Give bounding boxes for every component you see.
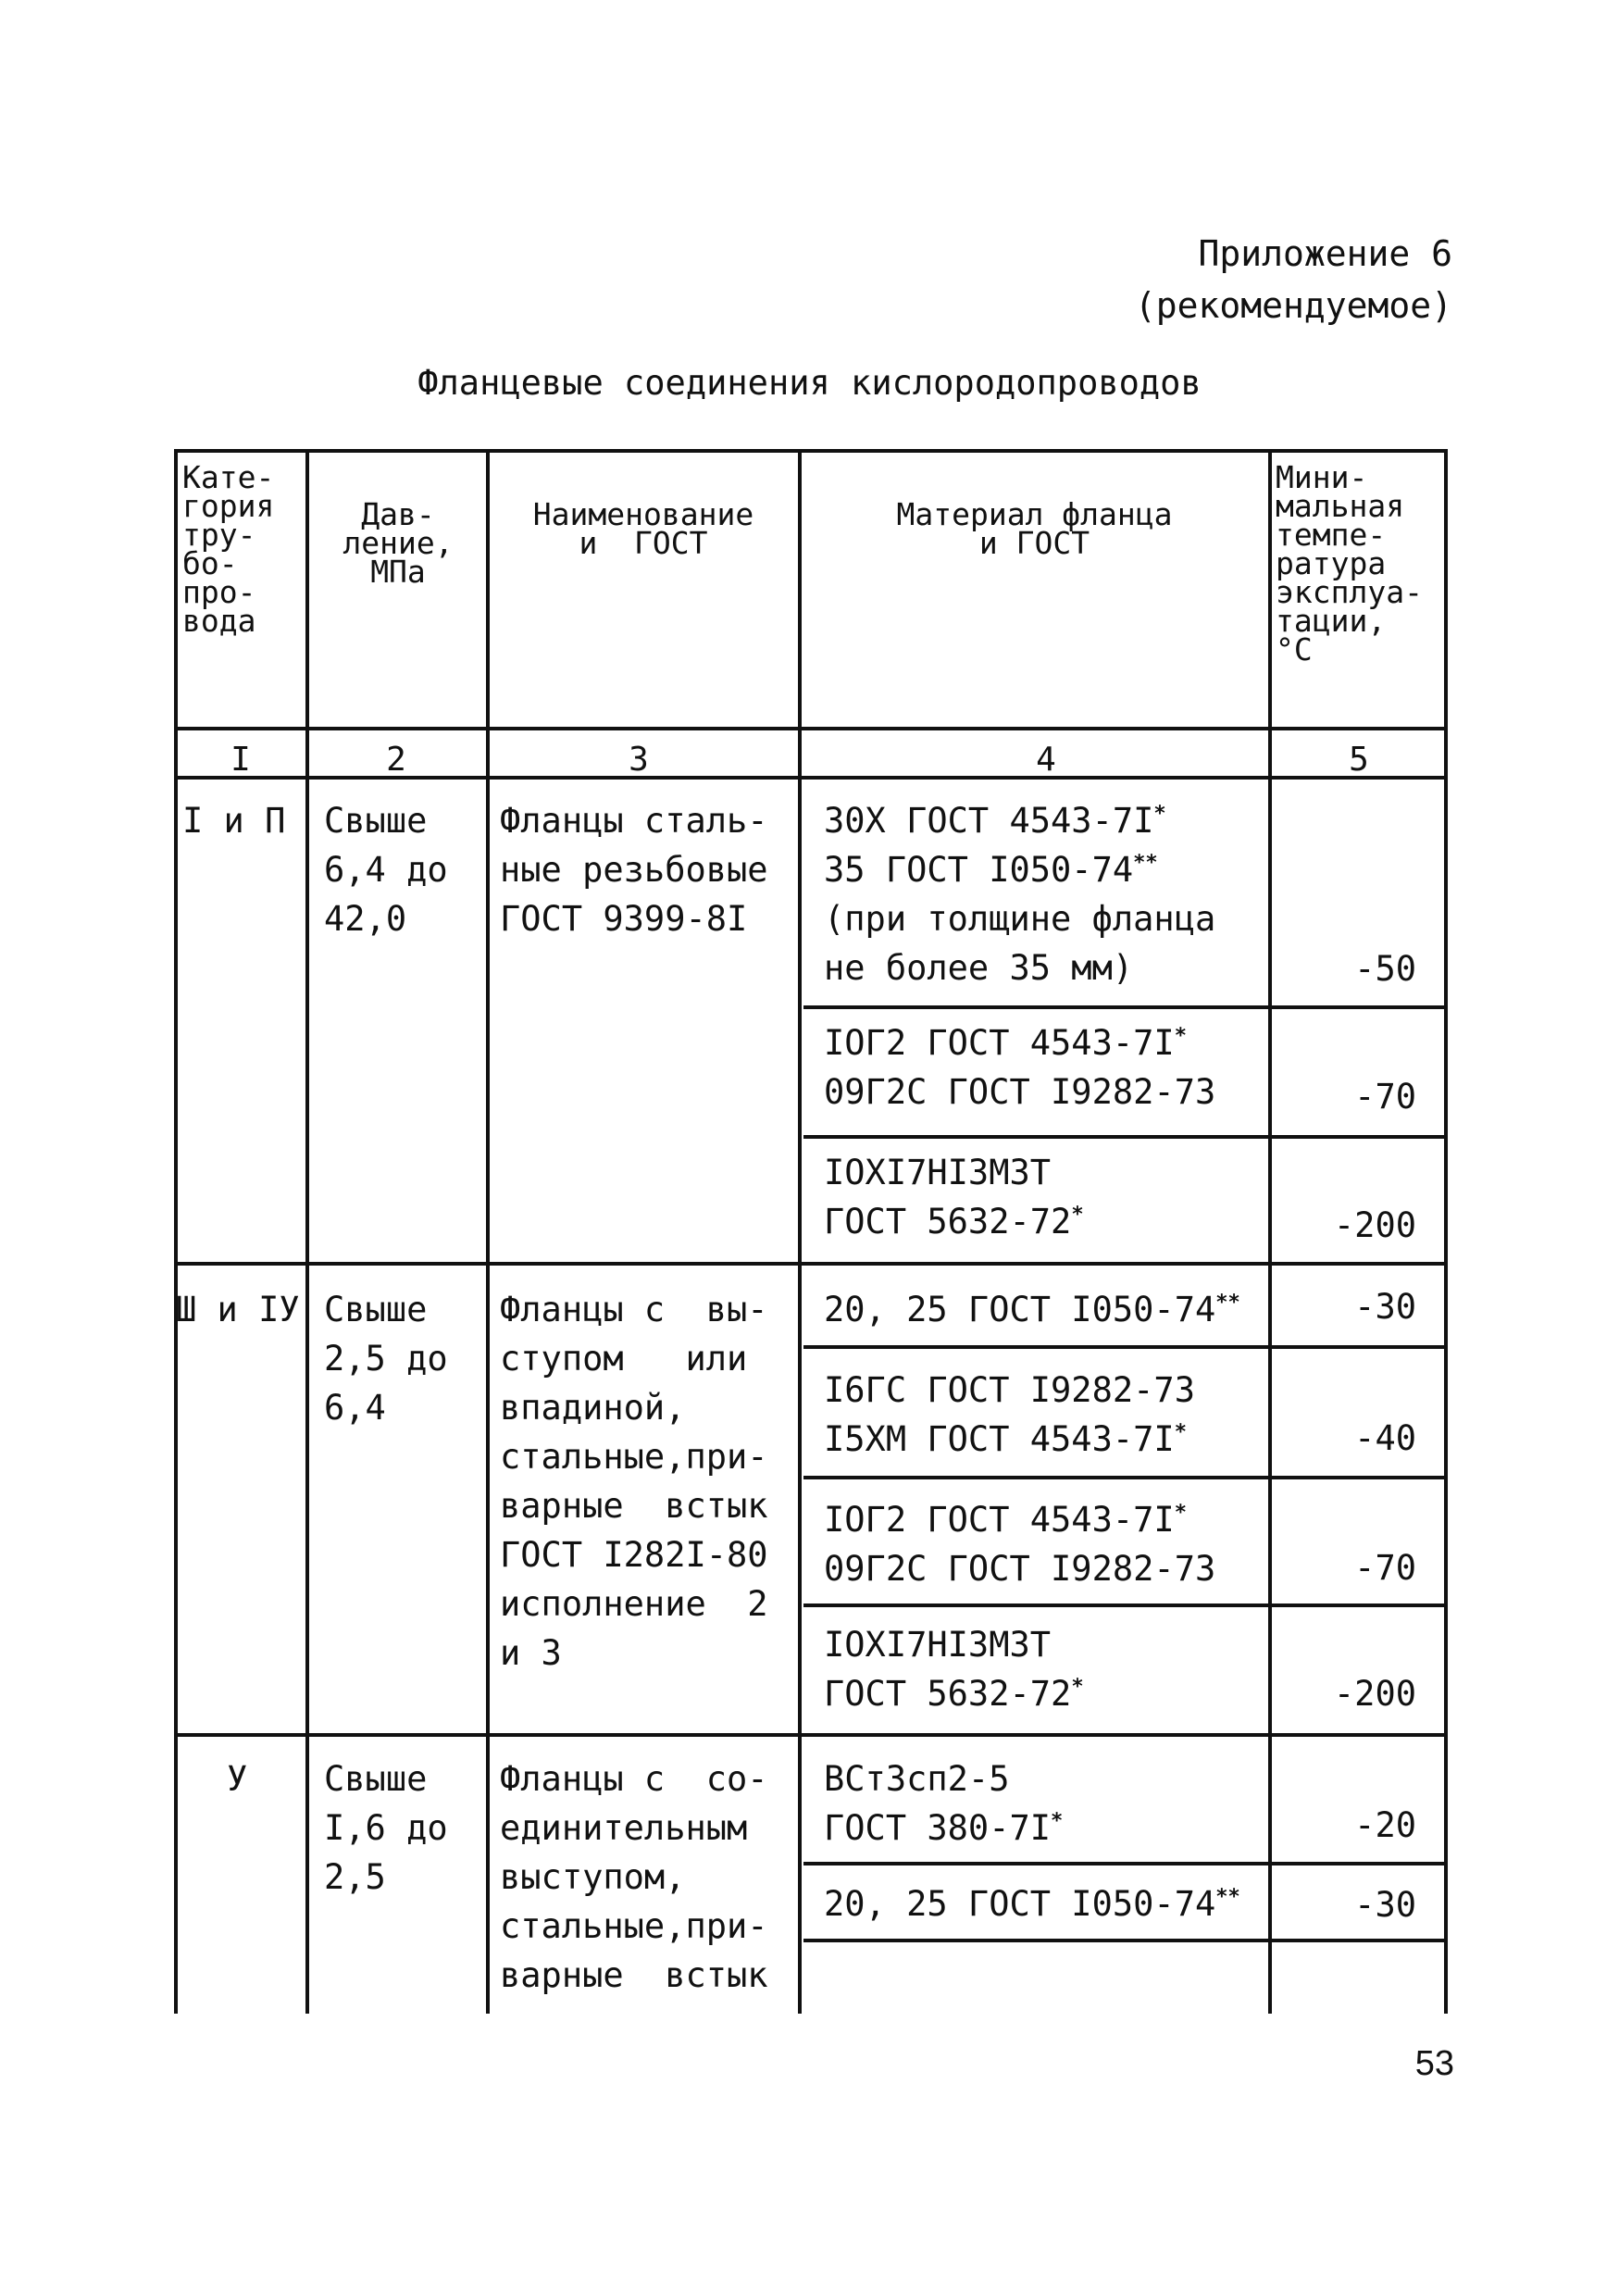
header-category: Кате- гория тру- бо- про- вода [182, 459, 275, 639]
name-cell: Фланцы с со- единительным выступом, стальные,при- варные встык [500, 1759, 768, 1995]
material-line: 20, 25 ГОСТ I050-74** [824, 1290, 1240, 1329]
temp-cell: -50 [1354, 949, 1416, 989]
material-line: ВСт3сп2-5 [824, 1759, 1010, 1799]
temp-cell: -70 [1354, 1077, 1416, 1117]
material-line: 30Х ГОСТ 4543-7I* [824, 801, 1166, 841]
row-divider [803, 1345, 1448, 1349]
row-divider [803, 1005, 1448, 1009]
material-line: 09Г2С ГОСТ I9282-73 [824, 1072, 1216, 1112]
row-divider [803, 1862, 1448, 1866]
material-cell [824, 1754, 1063, 1853]
row-divider [803, 1476, 1448, 1479]
column-number: 3 [629, 741, 649, 779]
temp-cell: -70 [1354, 1548, 1416, 1588]
row-divider [803, 1939, 1448, 1942]
material-line: (при толщине фланца [824, 899, 1216, 939]
material-line: ГОСТ 5632-72* [824, 1674, 1084, 1714]
header-divider [174, 776, 1448, 780]
group-divider [174, 1262, 1448, 1266]
column-number: 4 [1036, 741, 1056, 779]
material-cell [824, 796, 1215, 992]
table-border-left [174, 449, 178, 2014]
table-border-right [1444, 449, 1448, 2014]
appendix-status: (рекомендуемое) [1134, 285, 1452, 326]
table-border-top [174, 449, 1448, 453]
category-cell: У [227, 1759, 248, 1799]
page-title: Фланцевые соединения кислородопроводов [417, 363, 1202, 403]
material-cell [824, 1366, 1195, 1464]
temp-cell: -200 [1333, 1205, 1416, 1245]
column-number: I [230, 741, 251, 779]
page-number: 53 [1414, 2044, 1454, 2083]
name-cell: Фланцы с вы- ступом или впадиной, стальные,при- варные встык ГОСТ I282I-80 исполнение 2 и 3 [500, 1290, 768, 1673]
material-line: ГОСТ 5632-72* [824, 1202, 1084, 1242]
column-divider [1268, 449, 1272, 2014]
material-line: IOГ2 ГОСТ 4543-7I* [824, 1500, 1187, 1540]
name-cell: Фланцы сталь- ные резьбовые ГОСТ 9399-8I [500, 801, 768, 939]
column-number: 2 [386, 741, 406, 779]
material-line: I6ГС ГОСТ I9282-73 [824, 1370, 1195, 1410]
category-cell: Ш и IУ [176, 1290, 300, 1329]
material-line: IOГ2 ГОСТ 4543-7I* [824, 1023, 1187, 1063]
material-cell [824, 1879, 1240, 1928]
material-line: ГОСТ 380-7I* [824, 1808, 1064, 1848]
column-divider [798, 449, 802, 2014]
pressure-cell: Свыше 2,5 до 6,4 [324, 1290, 448, 1428]
material-cell [824, 1018, 1215, 1117]
row-divider [803, 1603, 1448, 1607]
temp-cell: -30 [1354, 1287, 1416, 1327]
header-name: Наименование и ГОСТ [532, 496, 754, 561]
material-cell [824, 1620, 1084, 1718]
header-pressure: Дав- ление, МПа [342, 496, 454, 590]
pressure-cell: Свыше 6,4 до 42,0 [324, 801, 448, 939]
row-divider [803, 1135, 1448, 1139]
pressure-cell: Свыше I,6 до 2,5 [324, 1759, 448, 1897]
header-divider [174, 727, 1448, 730]
material-line: 35 ГОСТ I050-74** [824, 850, 1158, 890]
material-line: не более 35 мм) [824, 948, 1134, 988]
material-cell [824, 1495, 1215, 1593]
temp-cell: -30 [1354, 1885, 1416, 1925]
column-divider [486, 449, 490, 2014]
material-line: I5XM ГОСТ 4543-7I* [824, 1419, 1187, 1459]
material-line: 09Г2С ГОСТ I9282-73 [824, 1549, 1216, 1589]
appendix-label [1135, 228, 1452, 331]
category-cell: I и П [182, 801, 286, 841]
material-cell [824, 1285, 1240, 1334]
material-line: IOXI7HI3M3T [824, 1625, 1052, 1665]
temp-cell: -200 [1333, 1674, 1416, 1714]
material-line: IOXI7HI3M3T [824, 1153, 1052, 1192]
column-divider [305, 449, 309, 2014]
header-min-temp: Мини- мальная темпе- ратура эксплуа- тации, °С [1276, 459, 1423, 668]
header-material: Материал фланца и ГОСТ [896, 496, 1173, 561]
appendix-number: Приложение 6 [1198, 233, 1452, 274]
column-number: 5 [1349, 741, 1369, 779]
material-cell [824, 1148, 1084, 1246]
group-divider [174, 1733, 1448, 1737]
temp-cell: -20 [1354, 1805, 1416, 1845]
temp-cell: -40 [1354, 1418, 1416, 1458]
material-line: 20, 25 ГОСТ I050-74** [824, 1884, 1240, 1924]
